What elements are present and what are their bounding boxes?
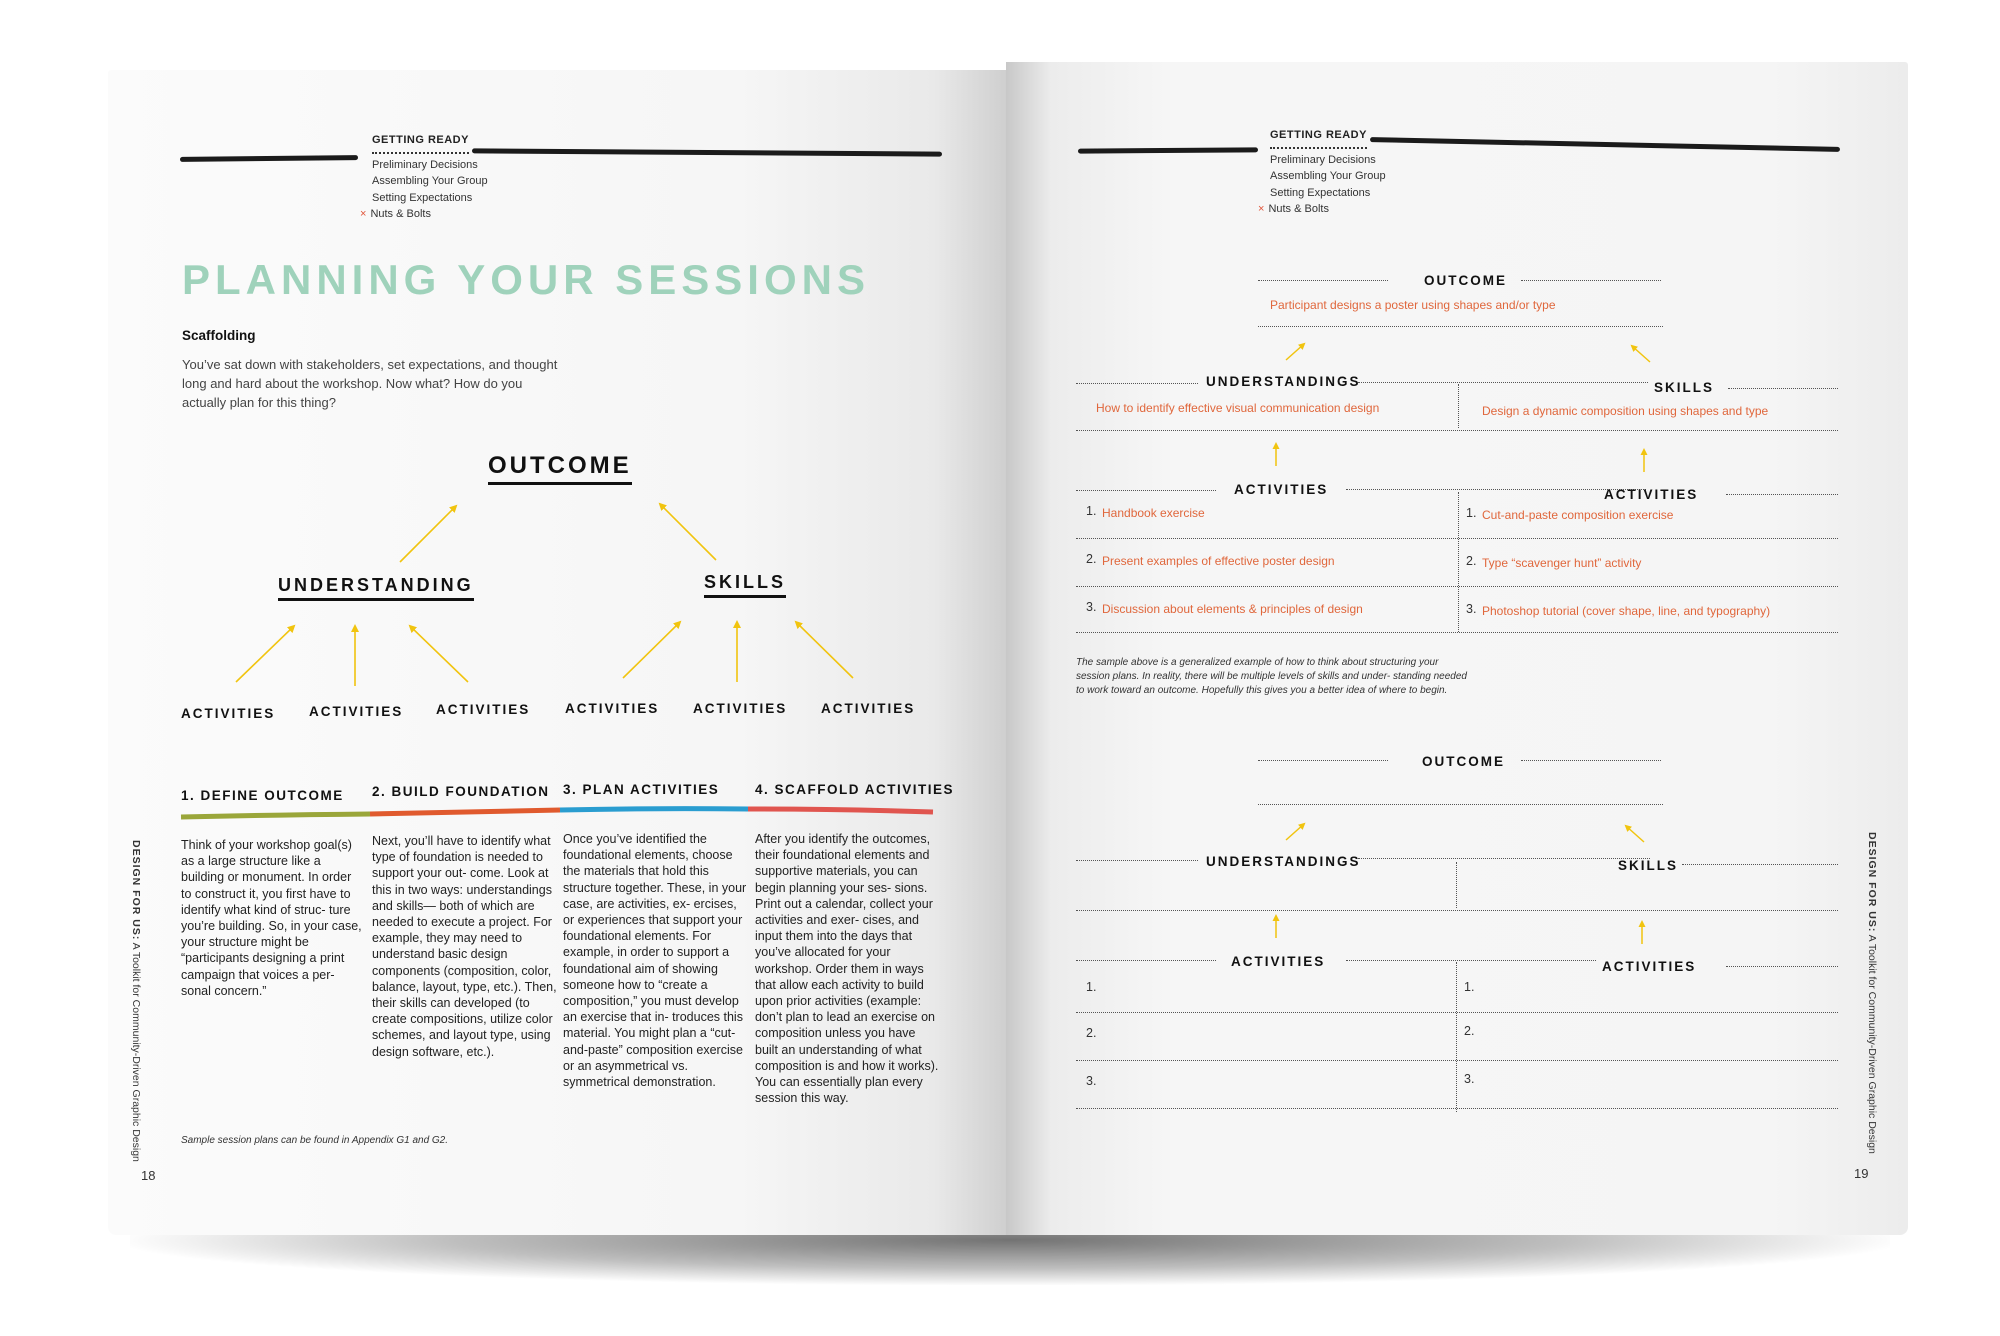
step-1-text: Think of your workshop goal(s) as a large structure like a building or monument. In order to construct it, you first have to identify what kind of struc- ture you’re building. So, in your case, your structure might be “participants designing a print campaign that voices a per- sonal concern.” <box>181 838 362 998</box>
example-left-activity: Discussion about elements & principles of design <box>1102 602 1363 616</box>
example-row-number: 1. <box>1086 504 1097 518</box>
blank-row-number: 1. <box>1086 980 1097 994</box>
step-3-heading: 3. PLAN ACTIVITIES <box>563 782 720 797</box>
diagram-activities: ACTIVITIES <box>821 701 916 716</box>
page-title: PLANNING YOUR SESSIONS <box>182 256 870 303</box>
blank-understandings-label: UNDERSTANDINGS <box>1206 854 1361 869</box>
step-2-heading: 2. BUILD FOUNDATION <box>372 784 550 799</box>
right-page <box>1006 62 1908 1235</box>
blank-outcome-label: OUTCOME <box>1422 754 1505 769</box>
running-footer: DESIGN FOR US: A Toolkit for Community-Driven Graphic Design <box>1866 832 1878 1154</box>
worksheet-arrows <box>1006 62 1908 1062</box>
diagram-activities: ACTIVITIES <box>565 701 660 716</box>
running-footer: DESIGN FOR US: A Toolkit for Community-Driven Graphic Design <box>130 840 142 1162</box>
step-4-heading: 4. SCAFFOLD ACTIVITIES <box>755 782 955 797</box>
diagram-understanding: UNDERSTANDING <box>278 575 474 596</box>
section-subtitle: Scaffolding <box>182 328 256 343</box>
step-2-text: Next, you’ll have to identify what type of foundation is needed to support your out- come. Look at this in two ways: understandings and skills— both of which are needed to execute a project. For example, they may need to understand basic design components (composition, color, balance, layout, type, etc.). Then, their skills can developed (to create compositions, utilize color schemes, and layout type, using design software, etc.). <box>372 834 557 1059</box>
example-skills-label: SKILLS <box>1654 380 1715 395</box>
blank-row-number: 3. <box>1086 1074 1097 1088</box>
blank-row-number: 2. <box>1464 1024 1475 1038</box>
example-right-activity: Type “scavenger hunt” activity <box>1482 556 1642 570</box>
example-activities-label: ACTIVITIES <box>1234 482 1329 497</box>
toc-item-current: × Nuts & Bolts <box>1258 203 1329 215</box>
example-left-activity: Handbook exercise <box>1102 506 1205 520</box>
toc-item: Setting Expectations <box>1270 186 1371 199</box>
diagram-activities: ACTIVITIES <box>436 702 531 717</box>
example-understandings-label: UNDERSTANDINGS <box>1206 374 1361 389</box>
example-row-number: 2. <box>1086 552 1097 566</box>
current-section-icon: × <box>360 208 367 220</box>
blank-row-number: 1. <box>1464 980 1475 994</box>
step-4-text: After you identify the outcomes, their foundational elements and supportive materials, you can begin planning your ses- sions. Print out a calendar, collect your activities and exer- cises, and input them into the days that you’ve allocated for your workshop. Order them in ways that allow each activity to build upon prior activities (example: don’t plan to lead an exercise on composition unless you have built an understanding of what composition is and how it works). You can essentially plan every session this way. <box>755 832 939 1106</box>
toc-item: Assembling Your Group <box>1270 170 1386 182</box>
blank-activities-label: ACTIVITIES <box>1231 954 1326 969</box>
step-3-text: Once you’ve identified the foundational elements, choose the materials that hold this structure together. These, in your case, are activities, ex- ercises, or experiences that support your foundational elements. For example, in order to support a foundational aim of showing someone how to “create a composition,” you must develop an exercise that in- troduces this material. You might plan a “cut-and-paste” composition exercise or an asymmetrical vs. symmetrical demonstration. <box>563 832 747 1090</box>
toc-item: Preliminary Decisions <box>372 158 478 171</box>
page-number: 18 <box>141 1168 156 1183</box>
toc-heading: GETTING READY <box>372 132 469 154</box>
example-left-activity: Present examples of effective poster design <box>1102 554 1335 568</box>
example-right-activity: Photoshop tutorial (cover shape, line, and typography) <box>1482 604 1771 618</box>
example-outcome-text: Participant designs a poster using shapes and/or type <box>1270 298 1556 312</box>
page-number: 19 <box>1854 1166 1869 1181</box>
step-1-heading: 1. DEFINE OUTCOME <box>181 788 344 803</box>
example-understanding-text: How to identify effective visual communication design <box>1096 401 1380 415</box>
diagram-activities: ACTIVITIES <box>693 701 788 716</box>
left-page <box>108 70 1006 1235</box>
blank-row-number: 3. <box>1464 1072 1475 1086</box>
toc-item: Setting Expectations <box>372 191 473 204</box>
blank-activities-label: ACTIVITIES <box>1602 959 1697 974</box>
example-row-number: 2. <box>1466 554 1477 568</box>
toc-item: Assembling Your Group <box>372 175 488 187</box>
example-activities-label: ACTIVITIES <box>1604 487 1699 502</box>
blank-skills-label: SKILLS <box>1618 858 1679 873</box>
diagram-outcome: OUTCOME <box>488 452 632 480</box>
diagram-skills: SKILLS <box>704 572 786 593</box>
example-row-number: 3. <box>1466 602 1477 616</box>
example-skill-text: Design a dynamic composition using shapes and type <box>1482 404 1769 418</box>
toc-item-current: × Nuts & Bolts <box>360 208 431 220</box>
example-caption: The sample above is a generalized example of how to think about structuring your session plans. In reality, there will be multiple levels of skills and under- standing needed to work toward an outcome. Hopefully this gives you a better idea of where to begin. <box>1076 657 1467 696</box>
example-right-activity: Cut-and-paste composition exercise <box>1482 508 1674 522</box>
diagram-activities: ACTIVITIES <box>181 706 276 721</box>
diagram-activities: ACTIVITIES <box>309 704 404 719</box>
toc-heading: GETTING READY <box>1270 127 1367 149</box>
toc-item: Preliminary Decisions <box>1270 153 1376 166</box>
intro-paragraph: You’ve sat down with stakeholders, set expectations, and thought long and hard about the workshop. Now what? How do you actually plan for this thing? <box>182 357 558 410</box>
example-outcome-label: OUTCOME <box>1424 273 1507 288</box>
step-color-bars <box>108 70 1006 830</box>
blank-row-number: 2. <box>1086 1026 1097 1040</box>
example-row-number: 3. <box>1086 600 1097 614</box>
current-section-icon: × <box>1258 203 1265 215</box>
example-row-number: 1. <box>1466 506 1477 520</box>
footnote: Sample session plans can be found in Appendix G1 and G2. <box>181 1135 449 1146</box>
